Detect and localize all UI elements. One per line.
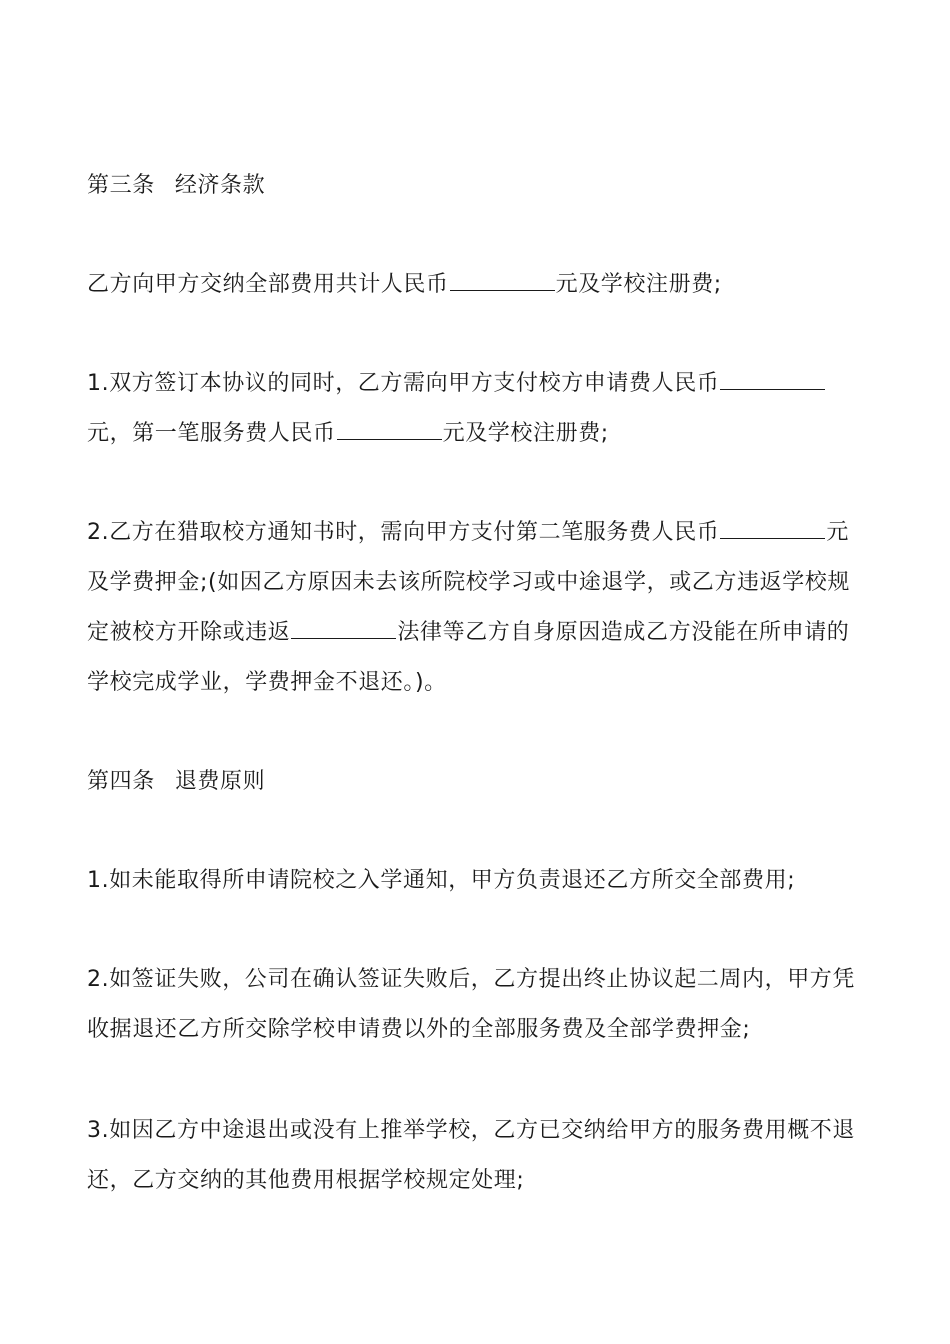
section4-item3-paragraph	[87, 1106, 867, 1206]
section3-item2-text-a: 2.乙方在猎取校方通知书时，需向甲方支付第二笔服务费人民币	[87, 520, 720, 545]
section3-item1-text-a: 1.双方签订本协议的同时，乙方需向甲方支付校方申请费人民币	[87, 371, 720, 396]
section3-heading	[87, 161, 867, 211]
section4-number: 第四条	[87, 769, 155, 794]
section3-item1-text-b: 元，第一笔服务费人民币	[87, 421, 336, 446]
section3-item1-text-c: 元及学校注册费;	[442, 421, 609, 446]
section4-item2-text: 2.如签证失败，公司在确认签证失败后，乙方提出终止协议起二周内，甲方凭收据退还乙方所交除学校申请费以外的全部服务费及全部学费押金;	[87, 967, 855, 1042]
section3-intro-text-a: 乙方向甲方交纳全部费用共计人民币	[87, 272, 449, 297]
amount-blank-application-fee	[720, 371, 825, 390]
section3-title: 经济条款	[174, 173, 266, 198]
section3-item1-paragraph	[87, 359, 867, 459]
amount-blank-first-service-fee	[337, 421, 442, 440]
section4-heading	[87, 757, 867, 807]
section3-number: 第三条	[87, 173, 155, 198]
amount-blank-second-service-fee	[720, 520, 825, 539]
section3-item2-paragraph	[87, 508, 867, 708]
section4-item1-text: 1.如未能取得所申请院校之入学通知，甲方负责退还乙方所交全部费用;	[87, 868, 796, 893]
section4-item1-paragraph	[87, 856, 867, 906]
section3-intro-paragraph	[87, 260, 867, 310]
blank-violation	[291, 620, 396, 639]
section4-title: 退费原则	[174, 769, 266, 794]
amount-blank-total	[450, 272, 555, 291]
section4-item3-text: 3.如因乙方中途退出或没有上推举学校，乙方已交纳给甲方的服务费用概不退还，乙方交纳的其他费用根据学校规定处理;	[87, 1118, 855, 1193]
section4-item2-paragraph	[87, 955, 867, 1055]
section3-intro-text-b: 元及学校注册费;	[555, 272, 722, 297]
section3-item2-text-b: 元及学费押金;(如因乙方原因未去该所院校学习或中途退学，或乙方违返学校规定被校方开除或违返	[87, 520, 850, 645]
section3-item2-text-c: 法律等乙方自身原因造成乙方没能在所申请的学校完成学业，学费押金不退还。)。	[87, 620, 850, 695]
